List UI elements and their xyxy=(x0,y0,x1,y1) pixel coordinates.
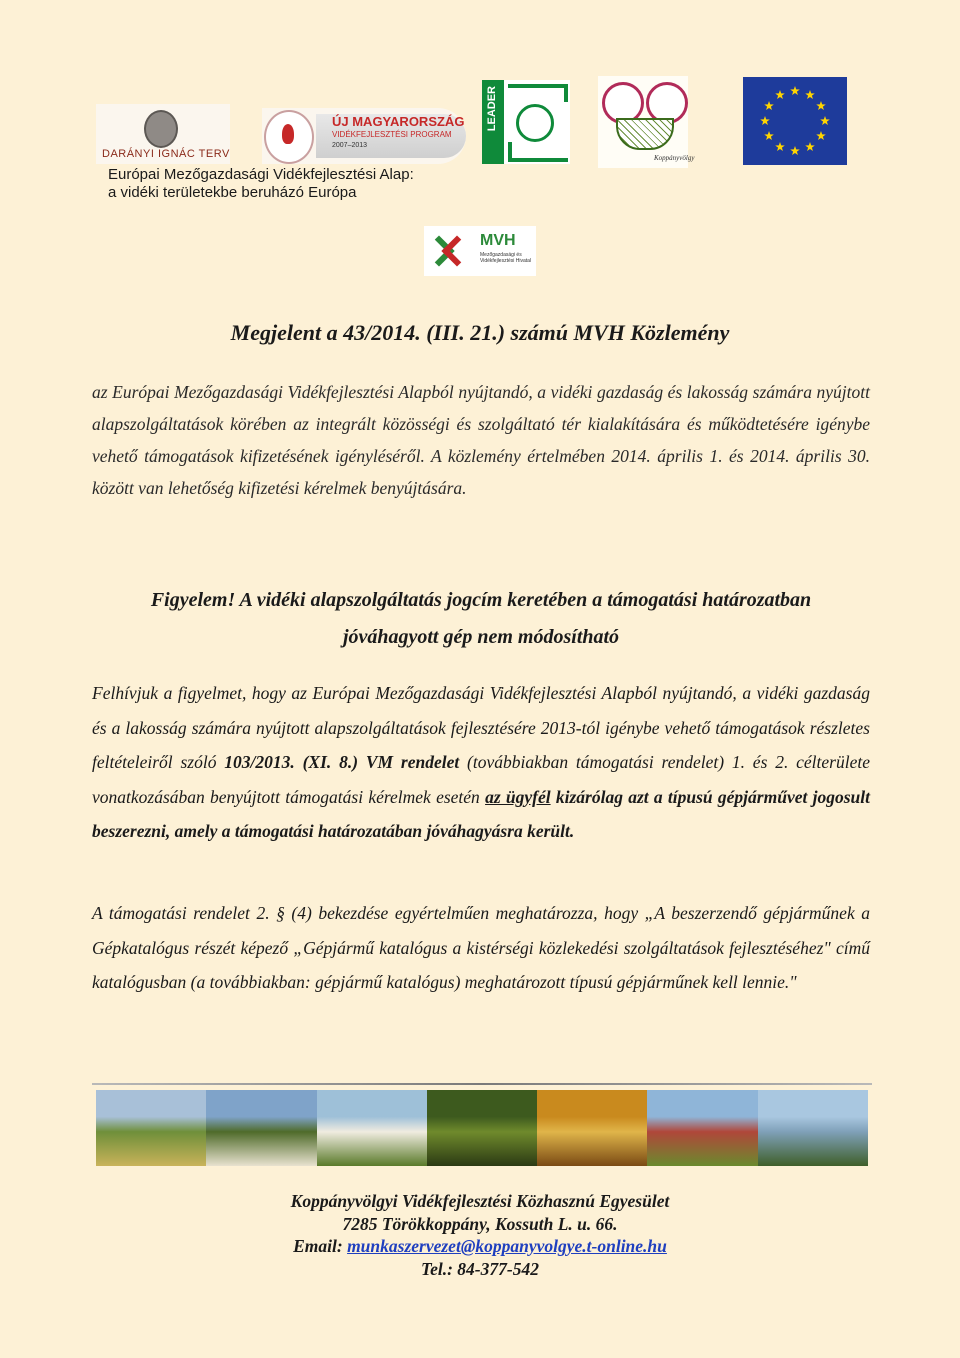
eu-star-icon xyxy=(816,101,826,110)
daranyi-ignac-terv-logo xyxy=(96,104,230,164)
p1-bold-text: kizárólag azt a típusú gépjárművet jogosult beszerezni, amely a támogatási határozatában jóváhagyásra került. xyxy=(92,786,870,841)
ujm-subtitle: VIDÉKFEJLESZTÉSI PROGRAM xyxy=(332,130,452,139)
uj-magyarorszag-logo xyxy=(262,108,466,164)
eu-star-icon xyxy=(820,116,830,125)
organization-name: Koppányvölgyi Vidékfejlesztési Közhasznú Egyesület xyxy=(290,1191,670,1211)
p1-text-2: (továbbiakban támogatási rendelet) 1. és 2. célterülete vonatkozásában benyújtott támogatási kérelmek esetén xyxy=(92,752,870,807)
caption-line-2: a vidéki területekbe beruházó Európa xyxy=(108,184,357,201)
attention-line-1: Figyelem! A vidéki alapszolgáltatás jogcím keretében a támogatási határozatban xyxy=(150,589,812,611)
email-label: Email: xyxy=(293,1236,343,1256)
photo-landscape-fields xyxy=(96,1090,206,1166)
p1-text-1: Felhívjuk a figyelmet, hogy az Európai Mezőgazdasági Vidékfejlesztési Alapból nyújtandó, a vidéki gazdaság és a lakosság számára nyújtott alapszolgáltatások fejlesztésére 2013-tól igénybe vehető támogatások részletes feltételeiről szóló xyxy=(92,683,870,772)
eu-star-icon xyxy=(805,90,815,99)
eu-star-icon xyxy=(760,116,770,125)
photo-lake-pier xyxy=(758,1090,868,1166)
mvh-text: MVH xyxy=(480,232,516,249)
koppanyvolgy-logo xyxy=(598,76,695,168)
attention-line-2: jóváhagyott gép nem módosítható xyxy=(342,626,620,648)
eu-star-icon xyxy=(775,90,785,99)
red-chevron-icon xyxy=(441,235,472,266)
p1-underlined-text: az ügyfél xyxy=(485,786,551,807)
ujm-years: 2007–2013 xyxy=(332,142,368,149)
eafrd-caption xyxy=(108,166,414,202)
photo-white-farmhouse xyxy=(317,1090,427,1166)
photo-strip xyxy=(96,1090,868,1166)
ujm-title: ÚJ MAGYARORSZÁG xyxy=(332,114,465,129)
photo-thatched-house xyxy=(206,1090,316,1166)
regulation-paragraph: A támogatási rendelet 2. § (4) bekezdése egyértelműen meghatározza, hogy „A beszerzendő gépjárműnek a Gépkatalógus részét képező „Gépjármű katalógus a kistérségi közlekedési szolgáltatások fejlesztéséhez" című katalógusban (a továbbiakban: gépjármű katalógus) meghatározott típusú gépjárműnek kell lennie." xyxy=(92,903,870,992)
photo-forest-path xyxy=(427,1090,537,1166)
regulation-reference: 103/2013. (XI. 8.) VM rendelet xyxy=(224,752,460,772)
eu-star-icon xyxy=(764,101,774,110)
phone-number: Tel.: 84-377-542 xyxy=(421,1258,539,1279)
notice-paragraph xyxy=(92,676,870,849)
photo-autumn-trees xyxy=(537,1090,647,1166)
eu-star-icon xyxy=(805,142,815,151)
eu-star-icon xyxy=(775,142,785,151)
eu-star-icon xyxy=(816,131,826,140)
page-title: Megjelent a 43/2014. (III. 21.) számú MVH Közlemény xyxy=(230,320,730,345)
basket-icon xyxy=(616,118,674,150)
daranyi-logo-text: DARÁNYI IGNÁC TERV xyxy=(102,148,230,160)
intro-paragraph: az Európai Mezőgazdasági Vidékfejlesztési Alapból nyújtandó, a vidéki gazdaság és lakosság számára nyújtott alapszolgáltatások körében az integrált közösségi és szolgáltató tér kialakítására és működtetésére igénybe vehető támogatások kifizetésének igényléséről. A közlemény értelmében 2014. április 1. és 2014. április 30. között van lehetőség kifizetési kérelmek benyújtására. xyxy=(92,382,870,498)
caption-line-1: Európai Mezőgazdasági Vidékfejlesztési Alap: xyxy=(108,166,414,183)
leader-ring-icon xyxy=(516,104,554,142)
mvh-subtext: Mezőgazdasági és Vidékfejlesztési Hivatal xyxy=(480,252,532,264)
organization-address: 7285 Törökkoppány, Kossuth L. u. 66. xyxy=(342,1213,618,1234)
attention-heading xyxy=(92,582,870,656)
footer xyxy=(0,1190,960,1280)
email-line xyxy=(0,1235,960,1258)
eu-star-icon xyxy=(764,131,774,140)
eu-flag-icon xyxy=(743,77,847,165)
photo-church-village xyxy=(647,1090,757,1166)
eu-star-icon xyxy=(790,146,800,155)
leader-text: LEADER xyxy=(486,86,498,132)
email-link[interactable]: munkaszervezet@koppanyvolgye.t-online.hu xyxy=(347,1236,667,1256)
rose-seal-icon xyxy=(264,110,314,164)
koppany-logo-text: Koppányvölgy xyxy=(654,154,695,162)
eu-star-icon xyxy=(790,86,800,95)
leader-logo xyxy=(482,80,570,164)
portrait-icon xyxy=(144,110,178,148)
mvh-logo xyxy=(424,226,536,276)
divider xyxy=(92,1083,872,1085)
